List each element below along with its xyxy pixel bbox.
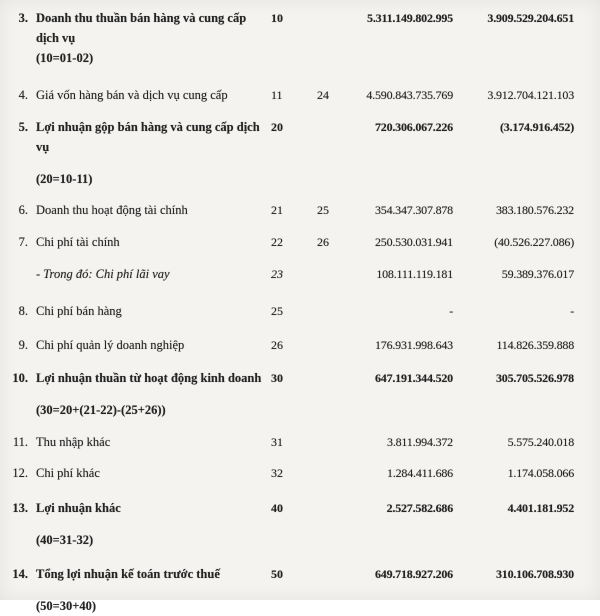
table-row <box>6 264 600 284</box>
row-label: Chi phí quản lý doanh nghiệp <box>36 338 185 352</box>
row-value-current: 2.527.582.686 <box>386 501 453 515</box>
row-label: Doanh thu hoạt động tài chính <box>36 203 188 217</box>
row-number: 13. <box>12 501 28 515</box>
row-number: 9. <box>18 338 28 352</box>
row-value-current: 5.311.149.802.995 <box>367 11 453 25</box>
row-label: Chi phí tài chính <box>36 235 120 249</box>
row-label-cell <box>36 301 269 321</box>
table-row <box>6 498 600 550</box>
row-value-prior: 3.909.529.204.651 <box>487 11 574 25</box>
row-value-current: 108.111.119.181 <box>376 267 453 281</box>
row-code: 30 <box>271 371 283 385</box>
row-label-cell <box>36 463 269 483</box>
row-value-current: 3.811.994.372 <box>387 435 453 449</box>
row-value-prior: 305.705.526.978 <box>495 371 574 385</box>
row-number: 14. <box>12 567 28 581</box>
row-code: 31 <box>271 435 283 449</box>
row-number: 12. <box>12 466 28 480</box>
row-label: Giá vốn hàng bán và dịch vụ cung cấp <box>36 88 228 102</box>
row-value-prior: 59.389.376.017 <box>501 267 574 281</box>
row-value-current: 250.530.031.941 <box>374 235 453 249</box>
row-code: 32 <box>271 466 283 480</box>
row-label-cell <box>36 368 269 420</box>
row-label: Thu nhập khác <box>36 435 111 449</box>
row-code: 20 <box>271 120 283 134</box>
table-row <box>6 335 600 355</box>
row-code: 23 <box>271 267 283 281</box>
income-statement-table <box>6 8 600 616</box>
row-value-prior: 5.575.240.018 <box>507 435 574 449</box>
row-value-current: 649.718.927.206 <box>374 567 453 581</box>
table-row <box>6 564 600 616</box>
row-label-cell <box>36 432 269 452</box>
row-code: 26 <box>271 338 283 352</box>
row-label-cell <box>36 200 269 220</box>
row-value-current: 354.347.307.878 <box>374 203 453 217</box>
row-label-cell <box>36 117 269 189</box>
row-value-prior: 1.174.058.066 <box>507 466 574 480</box>
row-value-prior: (40.526.227.086) <box>494 235 574 249</box>
row-note: 24 <box>317 88 329 102</box>
row-value-prior: 114.826.359.888 <box>496 338 574 352</box>
row-label-cell <box>36 8 269 68</box>
table-row <box>6 200 600 220</box>
row-value-prior: 4.401.181.952 <box>507 501 574 515</box>
table-row <box>6 368 600 420</box>
row-formula: (30=20+(21-22)-(25+26)) <box>36 403 166 417</box>
row-label-cell <box>36 498 269 550</box>
row-label: Tổng lợi nhuận kế toán trước thuế <box>36 567 220 581</box>
table-row <box>6 463 600 483</box>
table-row <box>6 432 600 452</box>
row-label: Chi phí khác <box>36 466 100 480</box>
row-formula: (20=10-11) <box>36 172 93 186</box>
row-value-prior: - <box>570 304 574 318</box>
row-code: 25 <box>271 304 283 318</box>
row-label-cell <box>36 564 269 616</box>
row-number: 3. <box>18 11 28 25</box>
row-label-cell <box>36 232 269 252</box>
row-value-prior: (3.174.916.452) <box>500 120 574 134</box>
row-number: 4. <box>18 88 28 102</box>
row-number: 5. <box>18 120 28 134</box>
table-row <box>6 232 600 252</box>
row-label: Lợi nhuận thuần từ hoạt động kinh doanh <box>36 371 262 385</box>
row-label: Chi phí bán hàng <box>36 304 122 318</box>
row-code: 40 <box>271 501 283 515</box>
row-label: Lợi nhuận khác <box>36 501 121 515</box>
row-code: 10 <box>271 11 283 25</box>
row-note: 25 <box>317 203 329 217</box>
row-number: 6. <box>18 203 28 217</box>
row-number: 7. <box>18 235 28 249</box>
row-formula: (10=01-02) <box>36 51 94 65</box>
table-row <box>6 85 600 105</box>
row-value-current: 647.191.344.520 <box>374 371 453 385</box>
row-number: 8. <box>18 304 28 318</box>
table-row <box>6 301 600 321</box>
row-label: Lợi nhuận gộp bán hàng và cung cấp dịch vụ <box>36 120 260 154</box>
row-value-current: 1.284.411.686 <box>387 466 453 480</box>
row-number: 11. <box>12 435 28 449</box>
row-value-current: 176.931.998.643 <box>374 338 453 352</box>
row-formula: (40=31-32) <box>36 533 94 547</box>
row-formula: (50=30+40) <box>36 599 97 613</box>
row-value-prior: 383.180.576.232 <box>495 203 574 217</box>
row-value-prior: 310.106.708.930 <box>495 567 574 581</box>
row-value-current: 4.590.843.735.769 <box>366 88 453 102</box>
row-label-cell <box>36 264 269 284</box>
row-value-current: 720.306.067.226 <box>374 120 453 134</box>
row-code: 21 <box>271 203 283 217</box>
row-note: 26 <box>317 235 329 249</box>
row-number: 10. <box>12 371 28 385</box>
row-value-prior: 3.912.704.121.103 <box>487 88 574 102</box>
row-label-cell <box>36 335 269 355</box>
row-value-current: - <box>449 304 453 318</box>
row-label: - Trong đó: Chi phí lãi vay <box>36 267 170 281</box>
row-code: 50 <box>271 567 283 581</box>
table-row <box>6 8 600 68</box>
row-code: 22 <box>271 235 283 249</box>
row-label-cell <box>36 85 269 105</box>
row-label: Doanh thu thuần bán hàng và cung cấp dịch vụ <box>36 11 247 45</box>
row-code: 11 <box>271 88 283 102</box>
table-row <box>6 117 600 189</box>
